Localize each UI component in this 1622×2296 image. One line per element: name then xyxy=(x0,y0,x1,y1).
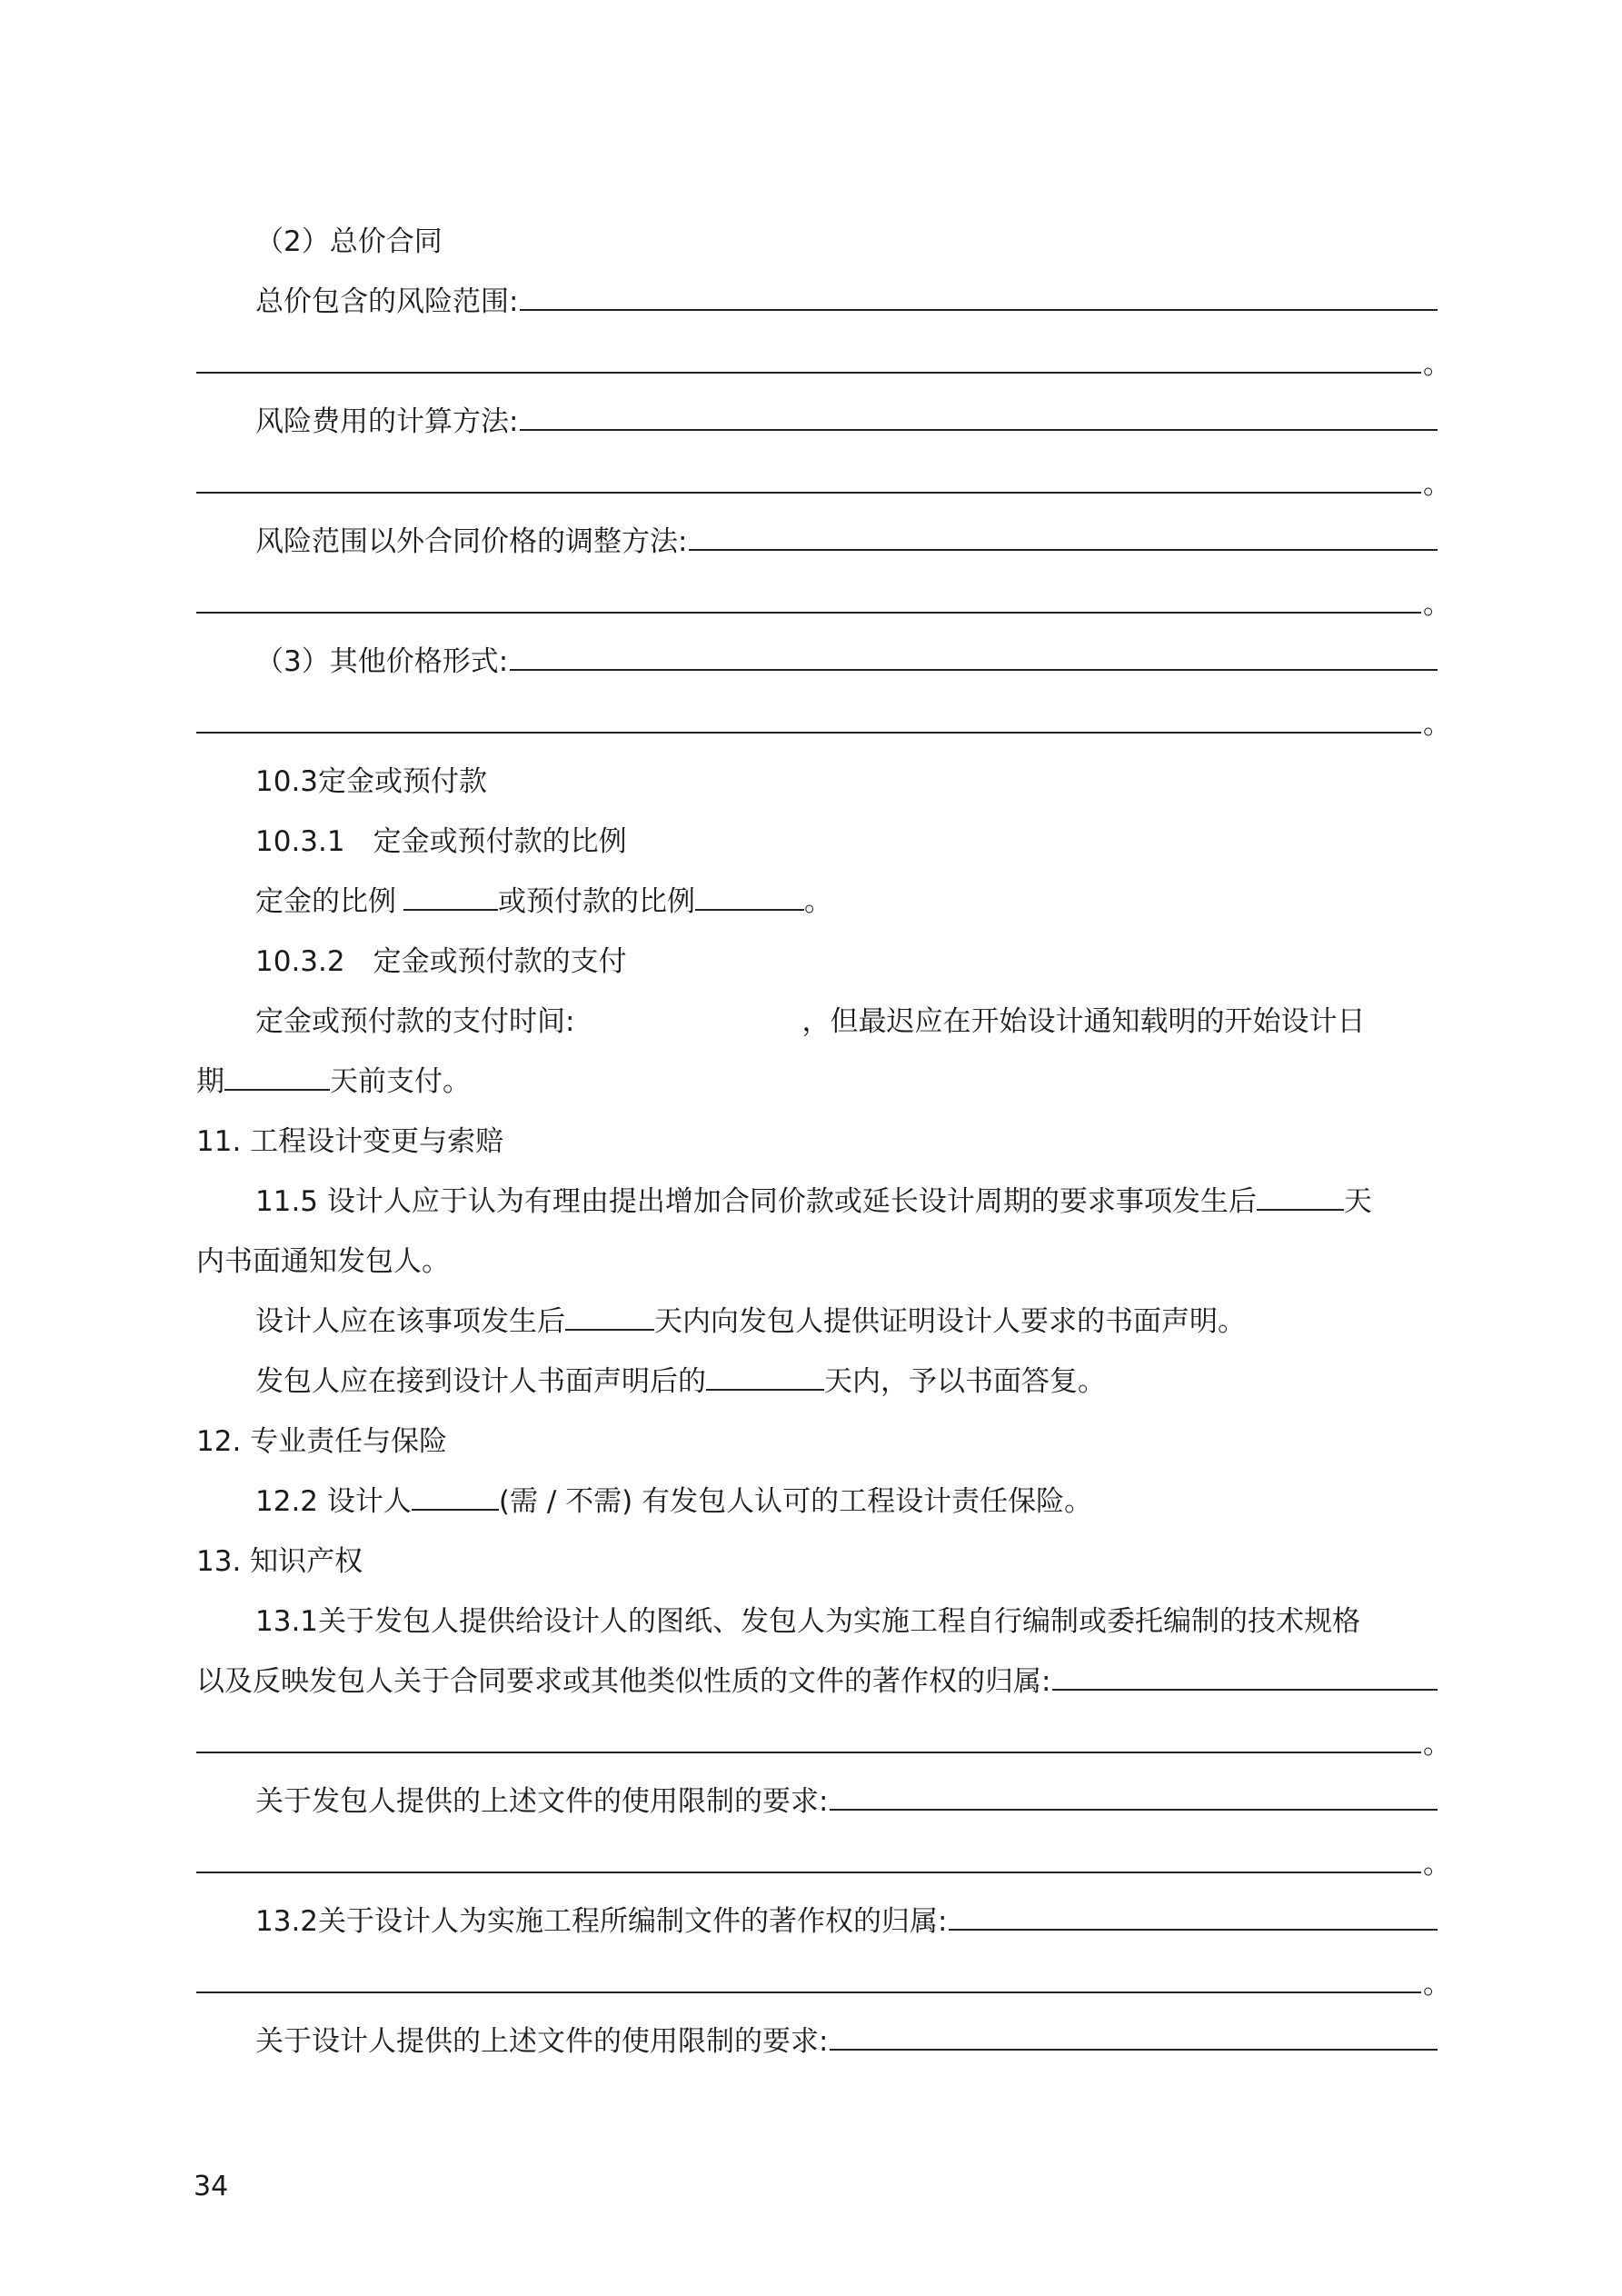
form-line xyxy=(196,452,1451,512)
field-text: 发包人应在接到设计人书面声明后的 xyxy=(255,1365,706,1398)
days-blank[interactable] xyxy=(1257,1173,1344,1211)
field-text: 内书面通知发包人。 xyxy=(196,1245,450,1278)
section-heading xyxy=(196,752,1438,812)
form-line xyxy=(196,692,1451,752)
form-line xyxy=(196,872,1438,932)
period: 。 xyxy=(1423,468,1451,501)
blank-field[interactable] xyxy=(196,332,1421,374)
field-text: 天内，予以书面答复。 xyxy=(824,1365,1106,1398)
field-text: 期 xyxy=(196,1065,224,1098)
form-line xyxy=(196,1172,1438,1232)
insurance-need-blank[interactable] xyxy=(412,1472,499,1511)
field-label: （3）其他价格形式: xyxy=(255,645,509,678)
blank-field[interactable] xyxy=(196,572,1421,614)
section-heading xyxy=(196,932,1438,992)
form-line xyxy=(196,1352,1438,1412)
section-heading xyxy=(196,212,1438,272)
field-text: 设计人应在该事项发生后 xyxy=(255,1305,565,1338)
blank-field[interactable] xyxy=(689,513,1438,551)
prepayment-ratio-blank[interactable] xyxy=(695,873,804,911)
field-label: 风险范围以外合同价格的调整方法: xyxy=(255,525,688,558)
text-line xyxy=(196,1592,1438,1652)
form-line xyxy=(196,1472,1438,1532)
blank-field[interactable] xyxy=(196,1952,1421,1993)
days-blank[interactable] xyxy=(565,1293,654,1331)
blank-field[interactable] xyxy=(196,1832,1421,1873)
field-text: ，但最迟应在开始设计通知载明的开始设计日 xyxy=(801,1005,1366,1038)
field-text: 天前支付。 xyxy=(330,1065,471,1098)
form-line xyxy=(196,2011,1438,2071)
field-label: 13.2关于设计人为实施工程所编制文件的著作权的归属: xyxy=(255,1905,948,1938)
form-line xyxy=(196,1052,1438,1112)
blank-field[interactable] xyxy=(949,1892,1438,1931)
field-text: 12.2 设计人 xyxy=(255,1485,412,1518)
form-line xyxy=(196,1832,1451,1892)
document-body xyxy=(196,212,1451,2071)
heading-text: 12. 专业责任与保险 xyxy=(196,1425,448,1458)
blank-field[interactable] xyxy=(830,2012,1438,2051)
form-line xyxy=(196,992,1438,1052)
blank-field[interactable] xyxy=(520,273,1438,311)
form-line xyxy=(196,1652,1438,1712)
form-line xyxy=(196,1952,1451,2011)
field-label: 关于设计人提供的上述文件的使用限制的要求: xyxy=(255,2025,829,2058)
blank-field[interactable] xyxy=(510,633,1438,671)
form-line xyxy=(196,272,1438,332)
blank-field[interactable] xyxy=(196,692,1421,734)
days-blank[interactable] xyxy=(706,1353,824,1391)
field-text: 13.1关于发包人提供给设计人的图纸、发包人为实施工程自行编制或委托编制的技术规格 xyxy=(255,1605,1361,1638)
form-line xyxy=(196,572,1451,632)
deposit-ratio-blank[interactable] xyxy=(403,873,498,911)
blank-field[interactable] xyxy=(1052,1652,1438,1691)
field-label: 关于发包人提供的上述文件的使用限制的要求: xyxy=(255,1785,829,1818)
form-line xyxy=(196,632,1438,692)
form-line xyxy=(196,1772,1438,1832)
section-heading xyxy=(196,1112,1438,1172)
heading-text: 13. 知识产权 xyxy=(196,1545,363,1578)
heading-text: 11. 工程设计变更与索赔 xyxy=(196,1125,504,1158)
form-line xyxy=(196,1712,1451,1772)
blank-field[interactable] xyxy=(520,393,1438,431)
blank-field[interactable] xyxy=(196,1712,1421,1753)
text-line xyxy=(196,1232,1438,1292)
period: 。 xyxy=(1423,708,1451,741)
form-line xyxy=(196,332,1451,392)
section-heading xyxy=(196,1532,1438,1592)
form-line xyxy=(196,512,1438,572)
field-label: 定金的比例 xyxy=(255,885,396,918)
period: 。 xyxy=(1423,588,1451,621)
days-blank[interactable] xyxy=(224,1053,330,1091)
field-text: 11.5 设计人应于认为有理由提出增加合同价款或延长设计周期的要求事项发生后 xyxy=(255,1185,1257,1218)
field-text: 天 xyxy=(1343,1185,1372,1218)
period: 。 xyxy=(1423,348,1451,381)
period: 。 xyxy=(1423,1728,1451,1761)
form-line xyxy=(196,1292,1438,1352)
section-heading xyxy=(196,1412,1438,1472)
heading-text: 10.3.2 定金或预付款的支付 xyxy=(255,945,627,978)
field-label: 定金或预付款的支付时间: xyxy=(255,1005,575,1038)
heading-text: 10.3.1 定金或预付款的比例 xyxy=(255,825,627,858)
field-label: 以及反映发包人关于合同要求或其他类似性质的文件的著作权的归属: xyxy=(196,1665,1051,1698)
section-heading xyxy=(196,812,1438,872)
blank-field[interactable] xyxy=(830,1772,1438,1811)
form-line xyxy=(196,1892,1438,1952)
period: 。 xyxy=(804,885,832,918)
field-label: 总价包含的风险范围: xyxy=(255,285,519,318)
heading-text: 10.3定金或预付款 xyxy=(255,765,488,798)
field-text: (需 / 不需) 有发包人认可的工程设计责任保险。 xyxy=(498,1485,1093,1518)
field-text: 天内向发包人提供证明设计人要求的书面声明。 xyxy=(654,1305,1246,1338)
field-label: 或预付款的比例 xyxy=(498,885,695,918)
heading-text: （2）总价合同 xyxy=(255,225,443,258)
form-line xyxy=(196,392,1438,452)
blank-field[interactable] xyxy=(196,452,1421,494)
page-number: 34 xyxy=(194,2171,229,2202)
period: 。 xyxy=(1423,1848,1451,1881)
field-label: 风险费用的计算方法: xyxy=(255,405,519,438)
period: 。 xyxy=(1423,1968,1451,2001)
